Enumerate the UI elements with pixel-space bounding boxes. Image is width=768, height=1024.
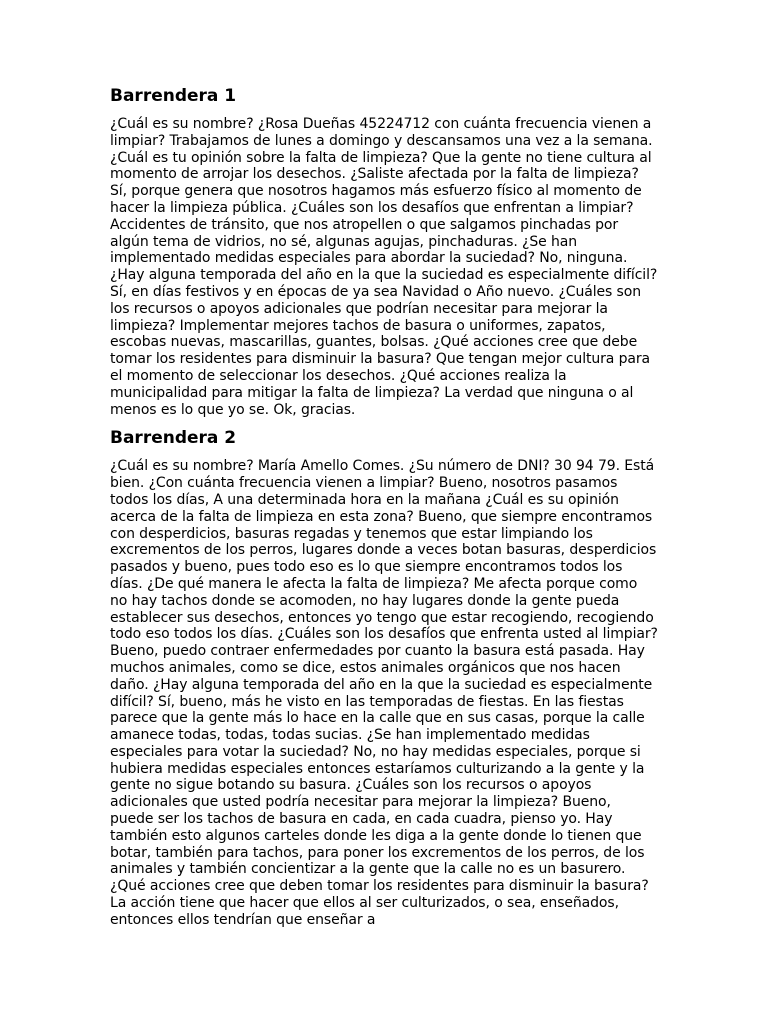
section-heading: Barrendera 1 bbox=[110, 86, 237, 106]
section-barrendera-1 bbox=[110, 84, 658, 418]
section-body: ¿Cuál es su nombre? ¿Rosa Dueñas 45224712 con cuánta frecuencia vienen a limpiar? Trabajamos de lunes a domingo y descansamos una vez a la semana. ¿Cuál es tu opinión sobre la falta de limpieza? Que la gente no tiene cultura al momento de arrojar los desechos. ¿Saliste afectada por la falta de limpieza? Sí, porque genera que nosotros hagamos más esfuerzo físico al momento de hacer la limpieza pública. ¿Cuáles son los desafíos que enfrentan a limpiar? Accidentes de tránsito, que nos atropellen o que salgamos pinchadas por algún tema de vidrios, no sé, algunas agujas, pinchaduras. ¿Se han implementado medidas especiales para abordar la suciedad? No, ninguna. ¿Hay alguna temporada del año en la que la suciedad es especialmente difícil? Sí, en días festivos y en épocas de ya sea Navidad o Año nuevo. ¿Cuáles son los recursos o apoyos adicionales que podrían necesitar para mejorar la limpieza? Implementar mejores tachos de basura o uniformes, zapatos, escobas nuevas, mascarillas, guantes, bolsas. ¿Qué acciones cree que debe tomar los residentes para disminuir la basura? Que tengan mejor cultura para el momento de seleccionar los desechos. ¿Qué acciones realiza la municipalidad para mitigar la falta de limpieza? La verdad que ninguna o al menos es lo que yo se. Ok, gracias. bbox=[110, 116, 658, 418]
document-page bbox=[110, 84, 658, 937]
section-barrendera-2 bbox=[110, 426, 658, 928]
section-body: ¿Cuál es su nombre? María Amello Comes. ¿Su número de DNI? 30 94 79. Está bien. ¿Con cuánta frecuencia vienen a limpiar? Bueno, nosotros pasamos todos los días, A una determinada hora en la mañana ¿Cuál es su opinión acerca de la falta de limpieza en esta zona? Bueno, que siempre encontramos con desperdicios, basuras regadas y tenemos que estar limpiando los excrementos de los perros, lugares donde a veces botan basuras, desperdicios pasados y bueno, pues todo eso es lo que siempre encontramos todos los días. ¿De qué manera le afecta la falta de limpieza? Me afecta porque como no hay tachos donde se acomoden, no hay lugares donde la gente pueda establecer sus desechos, entonces yo tengo que estar recogiendo, recogiendo todo eso todos los días. ¿Cuáles son los desafíos que enfrenta usted al limpiar? Bueno, puedo contraer enfermedades por cuanto la basura está pasada. Hay muchos animales, como se dice, estos animales orgánicos que nos hacen daño. ¿Hay alguna temporada del año en la que la suciedad es especialmente difícil? Sí, bueno, más he visto en las temporadas de fiestas. En las fiestas parece que la gente más lo hace en la calle que en sus casas, porque la calle amanece todas, todas, todas sucias. ¿Se han implementado medidas especiales para votar la suciedad? No, no hay medidas especiales, porque si hubiera medidas especiales entonces estaríamos culturizando a la gente y la gente no sigue botando su basura. ¿Cuáles son los recursos o apoyos adicionales que usted podría necesitar para mejorar la limpieza? Bueno, puede ser los tachos de basura en cada, en cada cuadra, pienso yo. Hay también esto algunos carteles donde les diga a la gente donde lo tienen que botar, también para tachos, para poner los excrementos de los perros, de los animales y también concientizar a la gente que la calle no es un basurero. ¿Qué acciones cree que deben tomar los residentes para disminuir la basura? La acción tiene que hacer que ellos al ser culturizados, o sea, enseñados, entonces ellos tendrían que enseñar a bbox=[110, 458, 658, 928]
section-heading: Barrendera 2 bbox=[110, 428, 237, 449]
